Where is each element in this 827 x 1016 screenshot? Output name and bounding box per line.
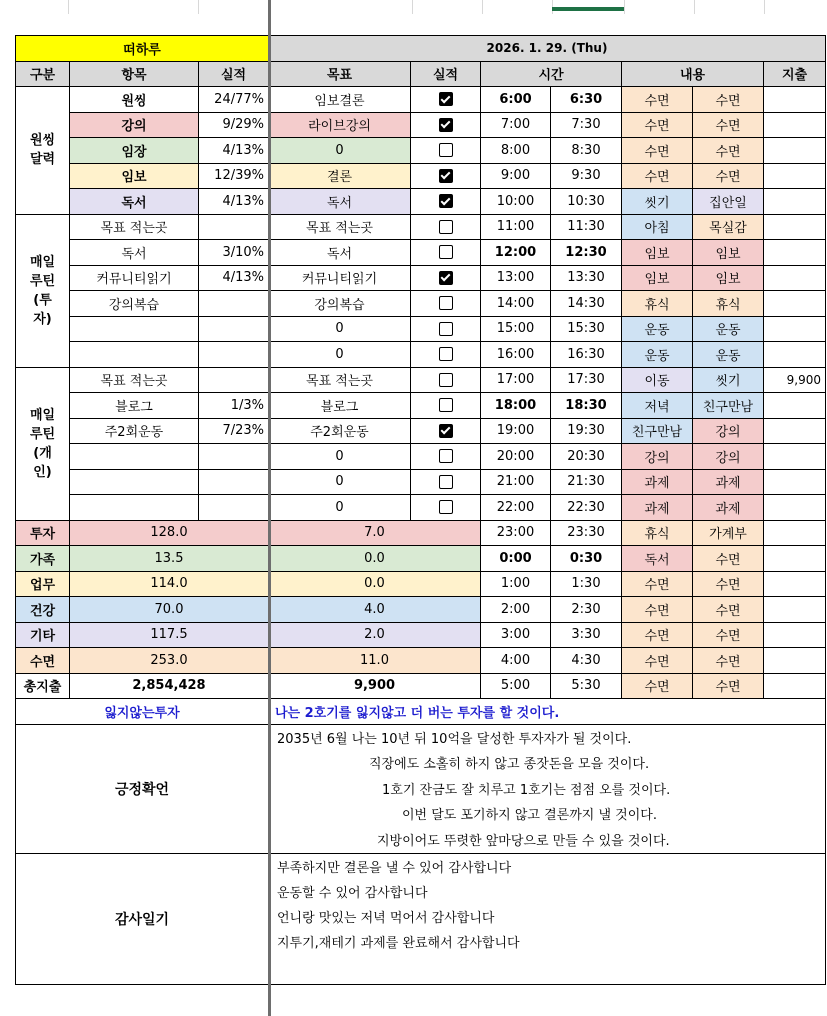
checkbox-unchecked[interactable]: [439, 347, 453, 361]
selected-column-indicator: [552, 7, 624, 11]
content-cell[interactable]: 운동: [693, 342, 764, 368]
checkbox-checked[interactable]: [439, 194, 453, 208]
plan-row: [16, 87, 826, 113]
content-cell[interactable]: 과제: [693, 495, 764, 521]
actual-cell[interactable]: [199, 444, 269, 470]
expense-cell[interactable]: [764, 240, 826, 266]
item-cell[interactable]: 강의: [70, 112, 199, 138]
actual-cell[interactable]: [199, 367, 269, 393]
goal-cell[interactable]: 0: [269, 469, 411, 495]
content-cell[interactable]: 저녁: [622, 393, 693, 419]
goal-cell[interactable]: 0: [269, 316, 411, 342]
plan-row: [16, 495, 826, 521]
check-cell[interactable]: [411, 189, 481, 215]
summary-row: [16, 546, 826, 572]
content-cell[interactable]: 목실감: [693, 214, 764, 240]
content-cell[interactable]: 강의: [693, 444, 764, 470]
content-cell[interactable]: 휴식: [622, 291, 693, 317]
plan-row: [16, 418, 826, 444]
time-end[interactable]: 16:30: [551, 342, 622, 368]
time-start[interactable]: 19:00: [481, 418, 551, 444]
actual-cell[interactable]: 12/39%: [199, 163, 269, 189]
gratitude-line: 운동할 수 있어 감사합니다: [277, 885, 428, 901]
goal-cell[interactable]: 독서: [269, 240, 411, 266]
expense-cell[interactable]: [764, 316, 826, 342]
checkbox-unchecked[interactable]: [439, 500, 453, 514]
content-cell[interactable]: 수면: [622, 112, 693, 138]
expense-cell[interactable]: [764, 495, 826, 521]
time-end[interactable]: 21:30: [551, 469, 622, 495]
header-goal[interactable]: 목표: [269, 61, 411, 87]
check-cell[interactable]: [411, 163, 481, 189]
goal-cell[interactable]: 목표 적는곳: [269, 214, 411, 240]
goal-cell[interactable]: 블로그: [269, 393, 411, 419]
content-cell[interactable]: 강의: [622, 444, 693, 470]
time-start[interactable]: 10:00: [481, 189, 551, 215]
column-gridlines: [0, 0, 827, 14]
summary-goal[interactable]: 2.0: [269, 622, 481, 648]
invest-row: [16, 699, 826, 725]
summary-goal[interactable]: 11.0: [269, 648, 481, 674]
goal-cell[interactable]: 결론: [269, 163, 411, 189]
category-label-text: 원씽 달력: [29, 133, 56, 168]
actual-cell[interactable]: [199, 495, 269, 521]
affirmation-line: 1호기 잔금도 잘 치루고 1호기는 점점 오를 것이다.: [382, 782, 671, 798]
daily-planner-sheet: [15, 35, 826, 985]
check-cell[interactable]: [411, 367, 481, 393]
header-actual-check[interactable]: 실적: [411, 61, 481, 87]
goal-cell[interactable]: 목표 적는곳: [269, 367, 411, 393]
checkbox-unchecked[interactable]: [439, 296, 453, 310]
check-cell[interactable]: [411, 291, 481, 317]
summary-value[interactable]: 117.5: [70, 622, 269, 648]
time-end[interactable]: 11:30: [551, 214, 622, 240]
time-start[interactable]: 1:00: [481, 571, 551, 597]
checkbox-unchecked[interactable]: [439, 449, 453, 463]
content-cell[interactable]: 수면: [622, 648, 693, 674]
expense-cell[interactable]: [764, 163, 826, 189]
time-start[interactable]: 13:00: [481, 265, 551, 291]
total-label[interactable]: 총지출: [16, 673, 70, 699]
content-cell[interactable]: 수면: [693, 138, 764, 164]
expense-cell[interactable]: [764, 214, 826, 240]
item-cell[interactable]: [70, 316, 199, 342]
content-cell[interactable]: 과제: [622, 469, 693, 495]
content-cell[interactable]: 독서: [622, 546, 693, 572]
content-cell[interactable]: 집안일: [693, 189, 764, 215]
goal-cell[interactable]: 주2회운동: [269, 418, 411, 444]
gratitude-line: 부족하지만 결론을 낼 수 있어 감사합니다: [277, 860, 512, 876]
item-cell[interactable]: [70, 469, 199, 495]
plan-row: [16, 189, 826, 215]
summary-row: [16, 520, 826, 546]
date-cell[interactable]: 2026. 1. 29. (Thu): [269, 36, 826, 62]
content-cell[interactable]: 아침: [622, 214, 693, 240]
time-start[interactable]: 7:00: [481, 112, 551, 138]
checkbox-unchecked[interactable]: [439, 475, 453, 489]
checkbox-checked[interactable]: [439, 271, 453, 285]
affirmation-row: [16, 724, 826, 853]
plan-row: [16, 214, 826, 240]
affirmation-label[interactable]: 긍정확언: [16, 724, 269, 853]
time-end[interactable]: 14:30: [551, 291, 622, 317]
item-cell[interactable]: 임장: [70, 138, 199, 164]
total-goal[interactable]: 9,900: [269, 673, 481, 699]
actual-cell[interactable]: 7/23%: [199, 418, 269, 444]
item-cell[interactable]: 블로그: [70, 393, 199, 419]
time-end[interactable]: 3:30: [551, 622, 622, 648]
time-end[interactable]: 10:30: [551, 189, 622, 215]
content-cell[interactable]: 수면: [693, 112, 764, 138]
actual-cell[interactable]: 4/13%: [199, 265, 269, 291]
summary-row: [16, 622, 826, 648]
item-cell[interactable]: 독서: [70, 240, 199, 266]
expense-cell[interactable]: [764, 342, 826, 368]
checkbox-unchecked[interactable]: [439, 398, 453, 412]
summary-label[interactable]: 건강: [16, 597, 70, 623]
plan-row: [16, 393, 826, 419]
actual-cell[interactable]: 1/3%: [199, 393, 269, 419]
plan-row: [16, 138, 826, 164]
time-start[interactable]: 12:00: [481, 240, 551, 266]
expense-cell[interactable]: [764, 291, 826, 317]
content-cell[interactable]: 휴식: [693, 291, 764, 317]
affirmation-line: 직장에도 소홀히 하지 않고 종잣돈을 모을 것이다.: [369, 757, 650, 772]
summary-goal[interactable]: 0.0: [269, 571, 481, 597]
content-cell[interactable]: 수면: [622, 622, 693, 648]
time-end[interactable]: 18:30: [551, 393, 622, 419]
time-start[interactable]: 2:00: [481, 597, 551, 623]
time-start[interactable]: 8:00: [481, 138, 551, 164]
time-start[interactable]: 15:00: [481, 316, 551, 342]
plan-row: [16, 444, 826, 470]
checkbox-checked[interactable]: [439, 424, 453, 438]
summary-value[interactable]: 114.0: [70, 571, 269, 597]
check-cell[interactable]: [411, 393, 481, 419]
content-cell[interactable]: 임보: [622, 240, 693, 266]
header-item[interactable]: 항목: [70, 61, 199, 87]
expense-cell[interactable]: [764, 444, 826, 470]
checkbox-unchecked[interactable]: [439, 322, 453, 336]
content-cell[interactable]: 친구만남: [622, 418, 693, 444]
content-cell[interactable]: 강의: [693, 418, 764, 444]
category-label[interactable]: [16, 367, 70, 520]
content-cell[interactable]: 수면: [622, 138, 693, 164]
actual-cell[interactable]: 4/13%: [199, 189, 269, 215]
content-cell[interactable]: 임보: [693, 265, 764, 291]
goal-cell[interactable]: 커뮤니티읽기: [269, 265, 411, 291]
time-end[interactable]: 9:30: [551, 163, 622, 189]
summary-goal[interactable]: 0.0: [269, 546, 481, 572]
checkbox-unchecked[interactable]: [439, 143, 453, 157]
check-cell[interactable]: [411, 112, 481, 138]
expense-cell[interactable]: [764, 112, 826, 138]
time-start[interactable]: 17:00: [481, 367, 551, 393]
content-cell[interactable]: 수면: [622, 571, 693, 597]
actual-cell[interactable]: 4/13%: [199, 138, 269, 164]
goal-cell[interactable]: 강의복습: [269, 291, 411, 317]
plan-row: [16, 367, 826, 393]
plan-row: [16, 240, 826, 266]
expense-cell[interactable]: [764, 597, 826, 623]
item-cell[interactable]: 임보: [70, 163, 199, 189]
time-end[interactable]: 6:30: [551, 87, 622, 113]
plan-row: [16, 291, 826, 317]
time-start[interactable]: 22:00: [481, 495, 551, 521]
expense-cell[interactable]: [764, 622, 826, 648]
affirmation-line: 2035년 6월 나는 10년 뒤 10억을 달성한 투자자가 될 것이다.: [277, 731, 632, 747]
check-cell[interactable]: [411, 444, 481, 470]
check-cell[interactable]: [411, 265, 481, 291]
time-end[interactable]: 0:30: [551, 546, 622, 572]
expense-cell[interactable]: [764, 265, 826, 291]
time-end[interactable]: 7:30: [551, 112, 622, 138]
item-cell[interactable]: 목표 적는곳: [70, 214, 199, 240]
time-start[interactable]: 3:00: [481, 622, 551, 648]
item-cell[interactable]: 주2회운동: [70, 418, 199, 444]
time-start[interactable]: 23:00: [481, 520, 551, 546]
time-end[interactable]: 2:30: [551, 597, 622, 623]
time-start[interactable]: 20:00: [481, 444, 551, 470]
item-cell[interactable]: 목표 적는곳: [70, 367, 199, 393]
plan-row: [16, 342, 826, 368]
frozen-pane-divider: [268, 0, 271, 1016]
affirmation-cell[interactable]: [269, 724, 826, 853]
goal-cell[interactable]: 0: [269, 495, 411, 521]
time-end[interactable]: 4:30: [551, 648, 622, 674]
time-end[interactable]: 1:30: [551, 571, 622, 597]
summary-label[interactable]: 업무: [16, 571, 70, 597]
time-end[interactable]: 8:30: [551, 138, 622, 164]
checkbox-unchecked[interactable]: [439, 220, 453, 234]
actual-cell[interactable]: [199, 214, 269, 240]
time-end[interactable]: 12:30: [551, 240, 622, 266]
checkbox-checked[interactable]: [439, 118, 453, 132]
time-end[interactable]: 23:30: [551, 520, 622, 546]
goal-cell[interactable]: 0: [269, 138, 411, 164]
content-cell[interactable]: 씻기: [693, 367, 764, 393]
actual-cell[interactable]: [199, 469, 269, 495]
item-cell[interactable]: [70, 342, 199, 368]
expense-cell[interactable]: [764, 648, 826, 674]
affirmation-line: 이번 달도 포기하지 않고 결론까지 낼 것이다.: [402, 808, 657, 823]
check-cell[interactable]: [411, 495, 481, 521]
time-start[interactable]: 21:00: [481, 469, 551, 495]
gratitude-label[interactable]: 감사일기: [16, 853, 269, 984]
category-label-text: 매일 루틴 (개 인): [29, 407, 56, 480]
summary-row: [16, 648, 826, 674]
item-cell[interactable]: 커뮤니티읽기: [70, 265, 199, 291]
checkbox-checked[interactable]: [439, 92, 453, 106]
content-cell[interactable]: 가계부: [693, 520, 764, 546]
item-cell[interactable]: 원씽: [70, 87, 199, 113]
plan-row: [16, 265, 826, 291]
content-cell[interactable]: 운동: [693, 316, 764, 342]
item-cell[interactable]: [70, 495, 199, 521]
time-start[interactable]: 9:00: [481, 163, 551, 189]
affirmation-line: 지방이어도 뚜렷한 앞마당으로 만들 수 있을 것이다.: [377, 833, 670, 849]
content-cell[interactable]: 수면: [693, 163, 764, 189]
content-cell[interactable]: 수면: [693, 597, 764, 623]
content-cell[interactable]: 과제: [693, 469, 764, 495]
summary-goal[interactable]: 7.0: [269, 520, 481, 546]
checkbox-checked[interactable]: [439, 169, 453, 183]
content-cell[interactable]: 수면: [693, 571, 764, 597]
time-start[interactable]: 18:00: [481, 393, 551, 419]
time-end[interactable]: 5:30: [551, 673, 622, 699]
checkbox-unchecked[interactable]: [439, 245, 453, 259]
title-cell[interactable]: 떠하루: [16, 36, 269, 62]
goal-cell[interactable]: 0: [269, 342, 411, 368]
check-cell[interactable]: [411, 138, 481, 164]
summary-value[interactable]: 13.5: [70, 546, 269, 572]
expense-cell[interactable]: [764, 189, 826, 215]
summary-row: [16, 597, 826, 623]
content-cell[interactable]: 수면: [622, 163, 693, 189]
goal-cell[interactable]: 0: [269, 444, 411, 470]
expense-cell[interactable]: [764, 393, 826, 419]
content-cell[interactable]: 운동: [622, 316, 693, 342]
time-end[interactable]: 22:30: [551, 495, 622, 521]
gratitude-row: [16, 853, 826, 984]
time-end[interactable]: 13:30: [551, 265, 622, 291]
summary-value[interactable]: 70.0: [70, 597, 269, 623]
expense-cell[interactable]: [764, 520, 826, 546]
content-cell[interactable]: 수면: [693, 673, 764, 699]
time-start[interactable]: 4:00: [481, 648, 551, 674]
goal-cell[interactable]: 라이브강의: [269, 112, 411, 138]
category-label[interactable]: [16, 214, 70, 367]
content-cell[interactable]: 친구만남: [693, 393, 764, 419]
expense-cell[interactable]: 9,900: [764, 367, 826, 393]
summary-label[interactable]: 수면: [16, 648, 70, 674]
summary-label[interactable]: 기타: [16, 622, 70, 648]
time-start[interactable]: 0:00: [481, 546, 551, 572]
actual-cell[interactable]: 9/29%: [199, 112, 269, 138]
time-start[interactable]: 16:00: [481, 342, 551, 368]
header-content[interactable]: 내용: [622, 61, 764, 87]
content-cell[interactable]: 이동: [622, 367, 693, 393]
expense-cell[interactable]: [764, 469, 826, 495]
item-cell[interactable]: 독서: [70, 189, 199, 215]
expense-cell[interactable]: [764, 138, 826, 164]
plan-row: [16, 163, 826, 189]
check-cell[interactable]: [411, 342, 481, 368]
category-label[interactable]: [16, 87, 70, 215]
expense-cell[interactable]: [764, 546, 826, 572]
gratitude-line: 지투기,재테기 과제를 완료해서 감사합니다: [277, 935, 520, 951]
checkbox-unchecked[interactable]: [439, 373, 453, 387]
plan-row: [16, 316, 826, 342]
content-cell[interactable]: 임보: [693, 240, 764, 266]
check-cell[interactable]: [411, 87, 481, 113]
gratitude-cell[interactable]: [269, 853, 826, 984]
content-cell[interactable]: 운동: [622, 342, 693, 368]
invest-text[interactable]: 나는 2호기를 잃지않고 더 버는 투자를 할 것이다.: [269, 699, 826, 725]
time-start[interactable]: 6:00: [481, 87, 551, 113]
content-cell[interactable]: 씻기: [622, 189, 693, 215]
time-start[interactable]: 5:00: [481, 673, 551, 699]
actual-cell[interactable]: 24/77%: [199, 87, 269, 113]
item-cell[interactable]: [70, 444, 199, 470]
total-value[interactable]: 2,854,428: [70, 673, 269, 699]
check-cell[interactable]: [411, 418, 481, 444]
content-cell[interactable]: 수면: [693, 648, 764, 674]
goal-cell[interactable]: 임보결론: [269, 87, 411, 113]
category-label-text: 매일 루틴 (투 자): [29, 254, 56, 327]
expense-cell[interactable]: [764, 418, 826, 444]
plan-row: [16, 112, 826, 138]
time-start[interactable]: 14:00: [481, 291, 551, 317]
content-cell[interactable]: 수면: [693, 546, 764, 572]
summary-label[interactable]: 가족: [16, 546, 70, 572]
time-end[interactable]: 20:30: [551, 444, 622, 470]
time-end[interactable]: 15:30: [551, 316, 622, 342]
content-cell[interactable]: 수면: [693, 87, 764, 113]
time-end[interactable]: 17:30: [551, 367, 622, 393]
check-cell[interactable]: [411, 214, 481, 240]
summary-value[interactable]: 253.0: [70, 648, 269, 674]
content-cell[interactable]: 수면: [622, 673, 693, 699]
time-end[interactable]: 19:30: [551, 418, 622, 444]
total-row: [16, 673, 826, 699]
header-expense[interactable]: 지출: [764, 61, 826, 87]
title-row: [16, 36, 826, 62]
header-actual[interactable]: 실적: [199, 61, 269, 87]
expense-cell[interactable]: [764, 571, 826, 597]
item-cell[interactable]: 강의복습: [70, 291, 199, 317]
summary-label[interactable]: 투자: [16, 520, 70, 546]
plan-row: [16, 469, 826, 495]
content-cell[interactable]: 수면: [622, 597, 693, 623]
content-cell[interactable]: 수면: [622, 87, 693, 113]
summary-row: [16, 571, 826, 597]
expense-cell[interactable]: [764, 673, 826, 699]
check-cell[interactable]: [411, 240, 481, 266]
content-cell[interactable]: 수면: [693, 622, 764, 648]
header-category[interactable]: 구분: [16, 61, 70, 87]
time-start[interactable]: 11:00: [481, 214, 551, 240]
gratitude-line: 언니랑 맛있는 저녁 먹어서 감사합니다: [277, 910, 495, 926]
header-time[interactable]: 시간: [481, 61, 622, 87]
content-cell[interactable]: 휴식: [622, 520, 693, 546]
summary-goal[interactable]: 4.0: [269, 597, 481, 623]
summary-value[interactable]: 128.0: [70, 520, 269, 546]
actual-cell[interactable]: [199, 316, 269, 342]
content-cell[interactable]: 임보: [622, 265, 693, 291]
header-row: [16, 61, 826, 87]
actual-cell[interactable]: [199, 291, 269, 317]
content-cell[interactable]: 과제: [622, 495, 693, 521]
check-cell[interactable]: [411, 469, 481, 495]
actual-cell[interactable]: 3/10%: [199, 240, 269, 266]
actual-cell[interactable]: [199, 342, 269, 368]
invest-label[interactable]: 잃지않는투자: [16, 699, 269, 725]
goal-cell[interactable]: 독서: [269, 189, 411, 215]
check-cell[interactable]: [411, 316, 481, 342]
expense-cell[interactable]: [764, 87, 826, 113]
